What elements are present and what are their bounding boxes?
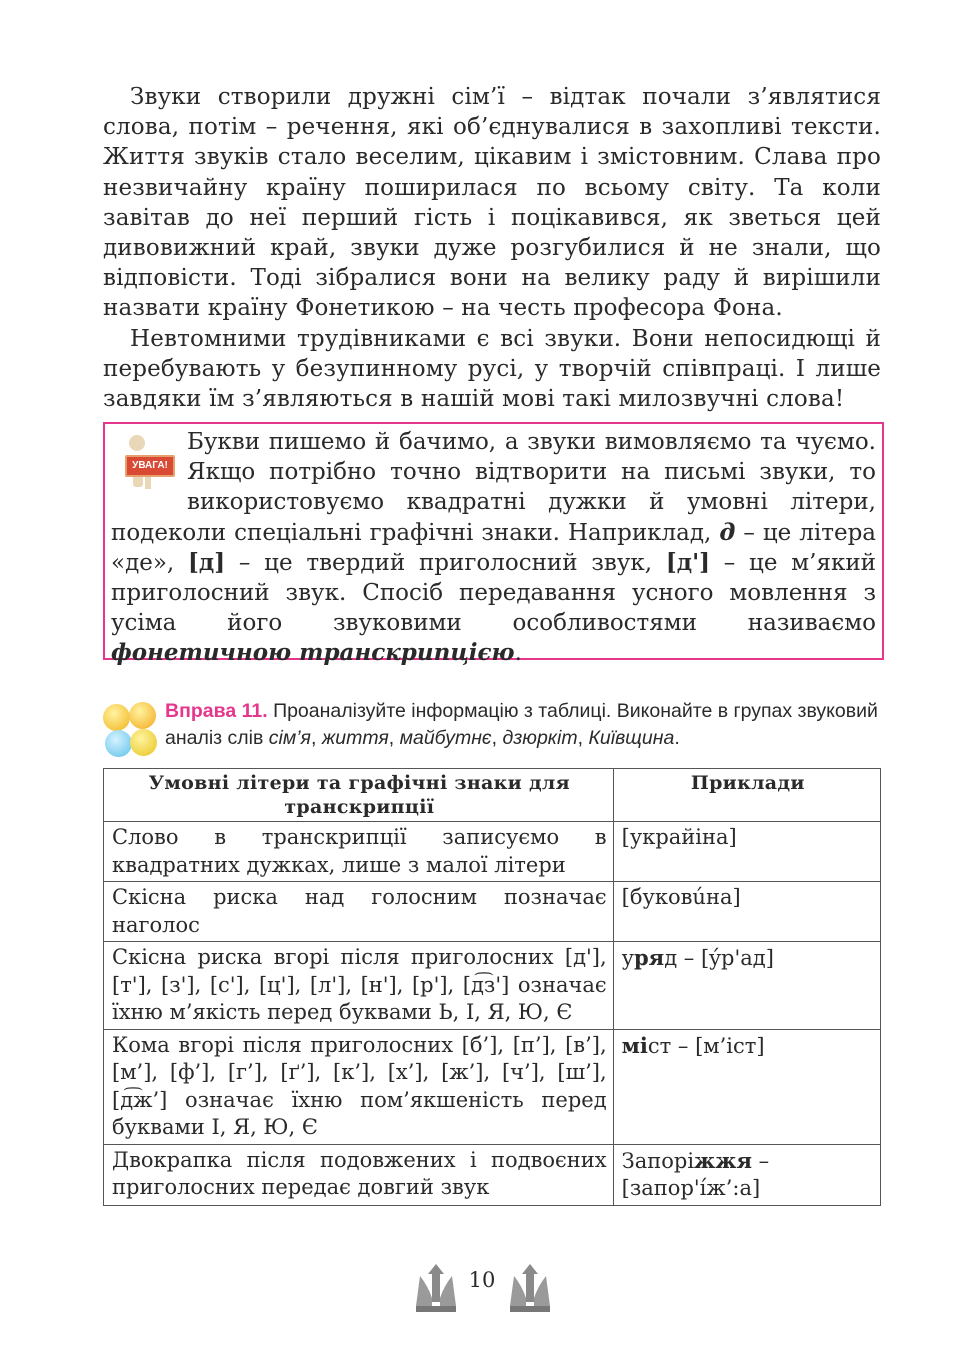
ornament-left-icon [410, 1262, 462, 1314]
letter-de: д [719, 518, 736, 546]
page-number: 10 [468, 1268, 496, 1292]
intro-paragraph-1: Звуки створили дружні сім’ї – відтак почали з’являтися слова, потім – речення, які об’єднувалися в захопливі тексти. Життя звуків стало веселим, цікавим і змістовним. Слава про незвичайну країну поширилася по всьому світу. Та коли завітав до неї перший гість і поцікавився, як зветься цей дивовижний край, звуки дуже розгубилися й не знали, що відповісти. Тоді зібралися вони на велику раду й вирішили назвати країну Фонетикою – на честь професора Фона. [103, 84, 881, 322]
intro-paragraph-2: Невтомними трудівниками є всі звуки. Вони непосидющі й перебувають у безупинному русі, у творчій співпраці. І лише завдяки їм з’являються в нашій мові такі милозвучні слова! [103, 325, 881, 413]
table-row: Скісна риска вгорі після приголосних [д'], [т'], [з'], [с'], [ц'], [л'], [н'], [р'], [д͡з'] означає їхню м’якість перед буквами Ь, І, Я, Ю, Є уряд – [ýр'ад] [104, 942, 881, 1030]
attention-badge: УВАГА! [125, 455, 175, 477]
exercise-title: Вправа 11. [165, 700, 268, 722]
exercise-11 [103, 698, 881, 752]
transcription-table [103, 768, 881, 1206]
page-footer [0, 1262, 963, 1322]
attention-icon [115, 427, 179, 489]
group-work-icon [103, 702, 159, 758]
intro-text [103, 82, 881, 414]
table-row: Кома вгорі після приголосних [б’], [п’], [в’], [м’], [ф’], [г’], [ґ’], [к’], [х’], [ж’], [ч’], [ш’], [д͡ж’] означає їхню пом’якшеність перед буквами І, Я, Ю, Є міст – [м’іст] [104, 1029, 881, 1144]
table-header-examples: Приклади [613, 769, 880, 822]
term-transcription: фонетичною транскрипцією [111, 639, 515, 667]
soft-sound: [д'] [665, 548, 710, 576]
hard-sound: [д] [188, 548, 226, 576]
attention-text: Букви пишемо й бачимо, а звуки вимовляємо та чуємо. Якщо потрібно точно відтворити на письмі звуки, то використовуємо квадратні дужки й умовні літери, подеколи спеціальні графічні знаки. Наприклад, д – це літера «де», [д] – це твердий приголосний звук, [д'] – це м’який приголосний звук. Спосіб передавання усного мовлення з усіма його звуковими особливостями називаємо фонетичною транскрипцією. [111, 429, 876, 667]
table-row: Слово в транскрипції записуємо в квадратних дужках, лише з малої літери [украйіна] [104, 822, 881, 882]
ornament-right-icon [504, 1262, 556, 1314]
table-header-row [104, 769, 881, 822]
table-row: Скісна риска над голосним позначає наголос [буковúна] [104, 882, 881, 942]
exercise-text: Вправа 11. Проаналізуйте інформацію з таблиці. Виконайте в групах звуковий аналіз слів сім’я, життя, майбутнє, дзюркіт, Київщина. [165, 700, 878, 749]
attention-box [103, 422, 884, 667]
table-header-signs: Умовні літери та графічні знаки для транскрипції [104, 769, 614, 822]
table-row: Двокрапка після подовжених і подвоєних приголосних передає довгий звук Запоріжжя – [запор'íж’:а] [104, 1144, 881, 1205]
